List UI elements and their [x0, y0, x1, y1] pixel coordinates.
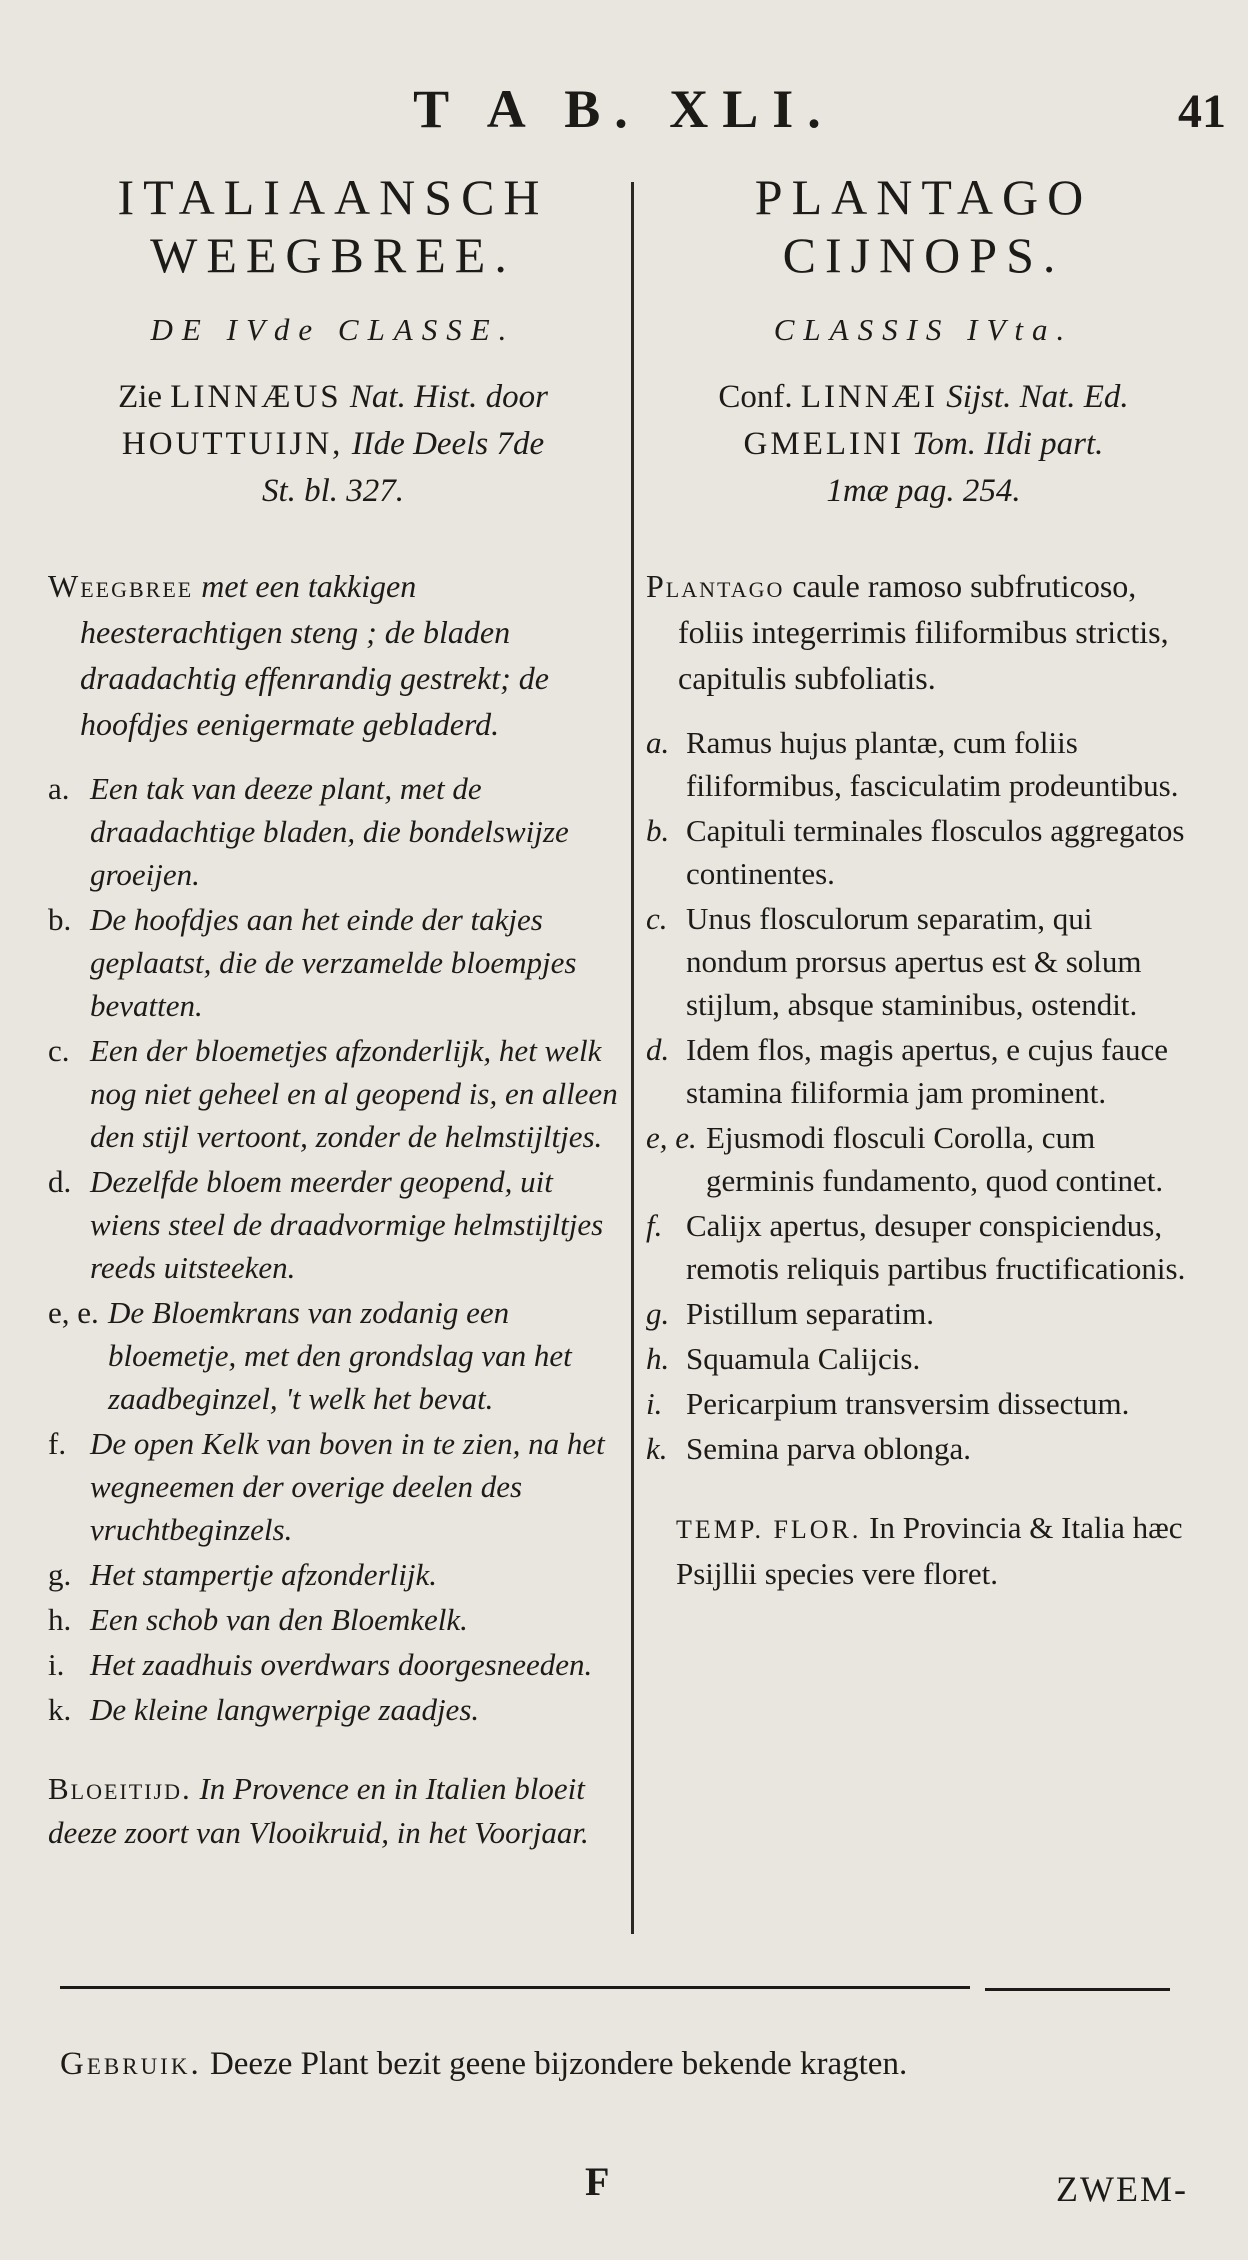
dutch-heading-line1: ITALIAANSCH — [117, 169, 549, 225]
dutch-column — [48, 168, 618, 1855]
list-item: c. Unus flosculorum separatim, qui nondum prorsus apertus est & solum stijlum, absque staminibus, ostendit. — [646, 901, 1142, 1022]
signature-mark: F — [585, 2159, 610, 2204]
flowering-text: In Provence en in Italien bloeit deeze zoort van Vlooikruid, in het Voorjaar. — [48, 1771, 589, 1850]
desc-text: met een takkigen heesterachtigen steng ; de bladen draadachtig effenrandig gestrekt; de hoofdjes eenigermate gebladerd. — [80, 568, 549, 742]
latin-description — [646, 563, 1201, 701]
list-item: b. Capituli terminales flosculos aggregatos continentes. — [646, 813, 1185, 891]
dutch-heading-line2: WEEGBREE. — [150, 227, 516, 283]
ref-translator: HOUTTUIJN, — [121, 426, 344, 462]
list-item: g. Pistillum separatim. — [646, 1296, 934, 1331]
flowering-text: In Provincia & Italia hæc Psijllii species vere floret. — [676, 1510, 1183, 1591]
dutch-description — [48, 563, 618, 747]
dutch-heading — [48, 168, 618, 284]
ref-work: Sijst. Nat. Ed. — [946, 379, 1129, 415]
dutch-flowering-time — [48, 1767, 618, 1855]
footer-rule — [60, 1986, 970, 1989]
list-item: f. De open Kelk van boven in te zien, na het wegneemen der overige deelen des vruchtbeginzels. — [48, 1426, 605, 1547]
ref-author: LINNÆI — [800, 379, 938, 415]
list-item: f. Calijx apertus, desuper conspiciendus, remotis reliquis partibus fructificationis. — [646, 1208, 1186, 1286]
latin-reference — [646, 374, 1201, 515]
latin-flowering-time — [646, 1506, 1201, 1596]
usage-note — [60, 2040, 1190, 2088]
footer-rule-end — [985, 1988, 1170, 1991]
ref-volume: Tom. IIdi part. — [912, 426, 1104, 462]
ref-prefix: Zie — [118, 379, 163, 415]
ref-volume: IIde Deels 7de — [351, 426, 545, 462]
list-item: i. Pericarpium transversim dissectum. — [646, 1386, 1130, 1421]
flowering-lead: Bloeitijd. — [48, 1771, 192, 1806]
ref-editor: GMELINI — [743, 426, 904, 462]
catchword: ZWEM- — [1056, 2169, 1188, 2209]
list-item: i. Het zaadhuis overdwars doorgesneeden. — [48, 1647, 593, 1682]
list-item: e, e. Ejusmodi flosculi Corolla, cum germinis fundamento, quod continet. — [646, 1120, 1164, 1198]
desc-lead: Plantago — [646, 568, 785, 604]
list-item: k. Semina parva oblonga. — [646, 1431, 971, 1466]
latin-figure-list — [646, 721, 1201, 1470]
list-item: a. Ramus hujus plantæ, cum foliis filiformibus, fasciculatim prodeuntibus. — [646, 725, 1179, 803]
flowering-lead: TEMP. FLOR. — [676, 1515, 862, 1544]
usage-lead: Gebruik. — [60, 2046, 202, 2082]
ref-prefix: Conf. — [718, 379, 793, 415]
ref-page: St. bl. 327. — [261, 473, 405, 509]
ref-work: Nat. Hist. door — [349, 379, 548, 415]
latin-class: CLASSIS IVta. — [773, 312, 1074, 347]
list-item: b. De hoofdjes aan het einde der takjes geplaatst, die de verzamelde bloempjes bevatten. — [48, 902, 577, 1023]
list-item: k. De kleine langwerpige zaadjes. — [48, 1692, 480, 1727]
list-item: d. Dezelfde bloem meerder geopend, uit wiens steel de draadvormige helmstijltjes reeds uitsteeken. — [48, 1164, 604, 1285]
desc-lead: Weegbree — [48, 568, 194, 604]
dutch-reference — [48, 374, 618, 515]
list-item: h. Squamula Calijcis. — [646, 1341, 921, 1376]
list-item: a. Een tak van deeze plant, met de draadachtige bladen, die bondelswijze groeijen. — [48, 771, 569, 892]
list-item: h. Een schob van den Bloemkelk. — [48, 1602, 468, 1637]
latin-heading-line2: CIJNOPS. — [782, 227, 1065, 283]
plate-title: T A B. XLI. — [413, 79, 835, 139]
latin-column — [646, 168, 1201, 1596]
dutch-class: DE IVde CLASSE. — [150, 312, 516, 347]
list-item: d. Idem flos, magis apertus, e cujus fauce stamina filiformia jam prominent. — [646, 1032, 1169, 1110]
list-item: c. Een der bloemetjes afzonderlijk, het welk nog niet geheel en al geopend is, en alleen den stijl vertoont, zonder de helmstijltjes. — [48, 1033, 618, 1154]
latin-heading — [646, 168, 1201, 284]
dutch-figure-list — [48, 767, 618, 1731]
latin-heading-line1: PLANTAGO — [754, 169, 1093, 225]
list-item: e, e. De Bloemkrans van zodanig een bloemetje, met den grondslag van het zaadbeginzel, 't welk het bevat. — [48, 1295, 572, 1416]
ref-author: LINNÆUS — [170, 379, 342, 415]
usage-text: Deeze Plant bezit geene bijzondere bekende kragten. — [209, 2046, 908, 2082]
list-item: g. Het stampertje afzonderlijk. — [48, 1557, 437, 1592]
page-number: 41 — [1178, 85, 1226, 138]
desc-text: caule ramoso subfruticoso, foliis integerrimis filiformibus strictis, capitulis subfoliatis. — [678, 568, 1169, 696]
column-divider — [631, 182, 634, 1934]
ref-page: 1mæ pag. 254. — [826, 473, 1021, 509]
